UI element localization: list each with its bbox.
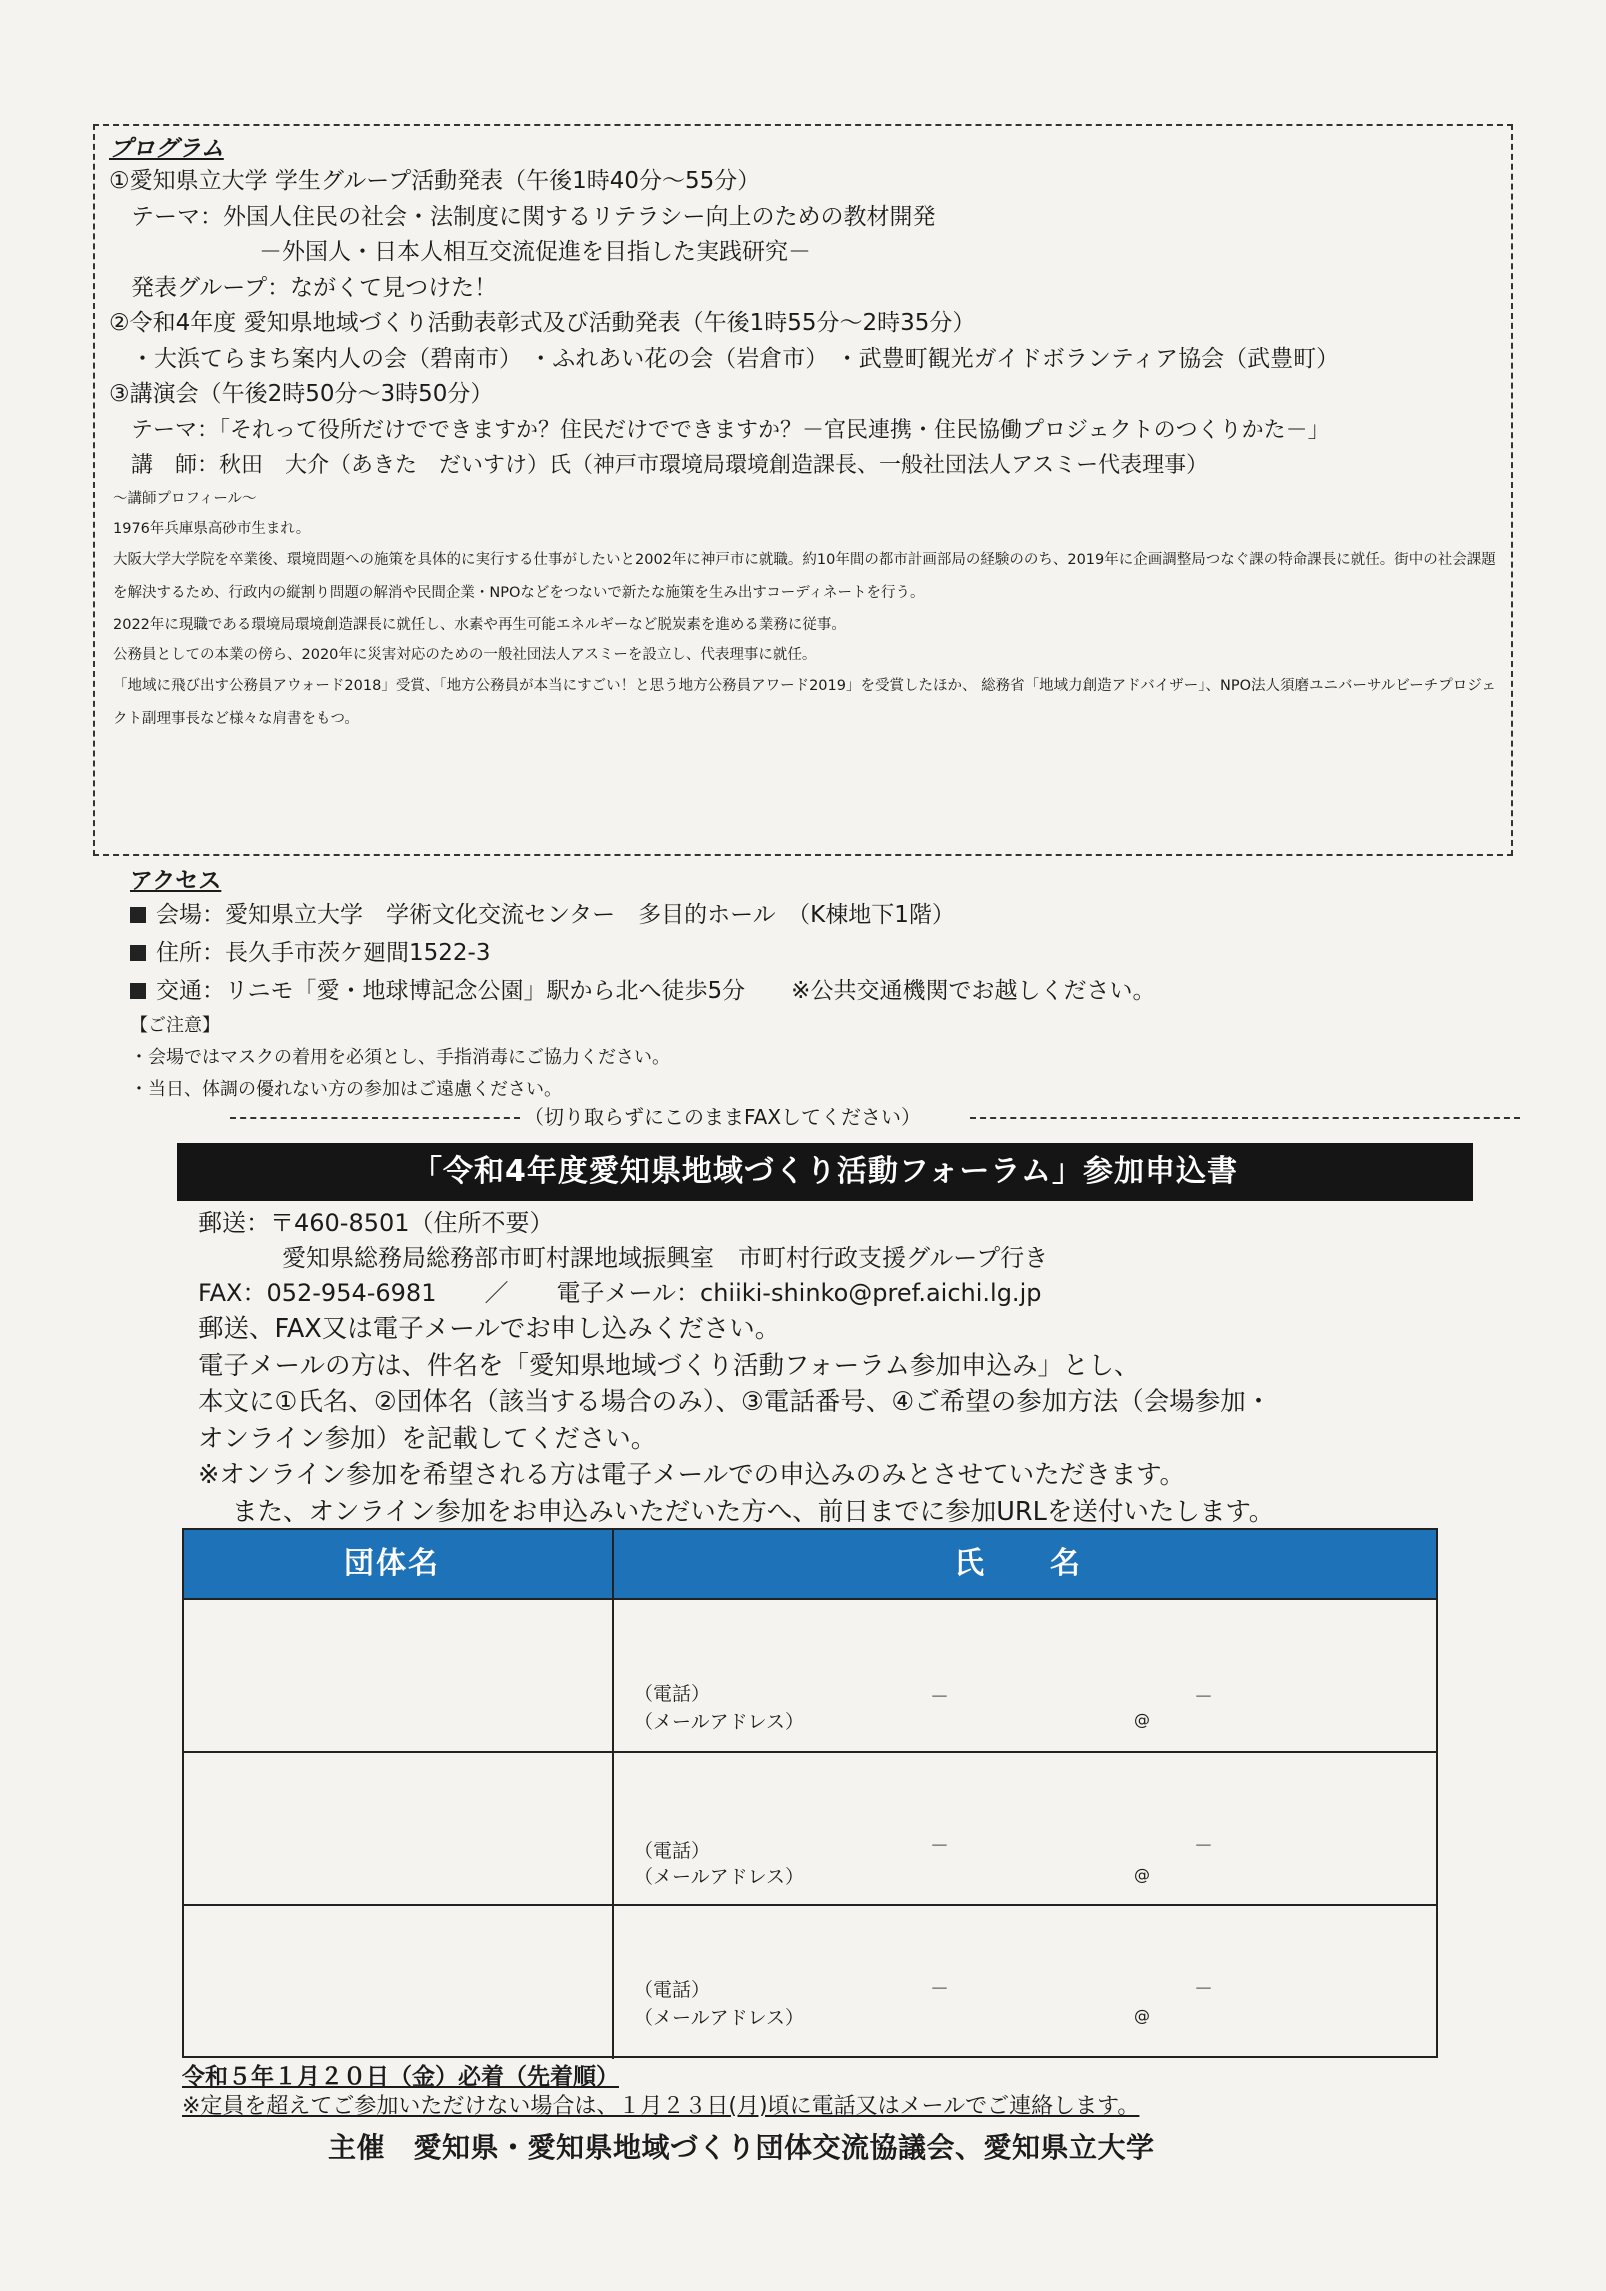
cut-line	[230, 1104, 1520, 1132]
cut-instruction: （切り取らずにこのままFAXしてください）	[520, 1104, 925, 1130]
access-address	[130, 934, 1430, 972]
access-address-text: 住所：長久手市茨ケ廻間1522-3	[156, 940, 491, 966]
at-sign: @	[1134, 1865, 1150, 1884]
program-item-3-theme: テーマ：「それって役所だけでできますか？住民だけでできますか？－官民連携・住民協働プロジェクトのつくりかた－」	[131, 417, 1330, 443]
instruction-2: 電子メールの方は、件名を「愛知県地域づくり活動フォーラム参加申込み」とし、	[198, 1350, 1140, 1381]
note-1: ・会場ではマスクの着用を必須とし、手指消毒にご協力ください。	[130, 1047, 670, 1068]
profile-line-4: 公務員としての本業の傍ら、2020年に災害対応のための一般社団法人アスミーを設立し、代表理事に就任。	[113, 646, 817, 663]
at-sign: @	[1134, 1710, 1150, 1729]
access-title: アクセス	[130, 868, 222, 894]
profile-line-1: 1976年兵庫県高砂市生まれ。	[113, 520, 311, 537]
note-2: ・当日、体調の優れない方の参加はご遠慮ください。	[130, 1079, 562, 1100]
instruction-6: また、オンライン参加をお申込みいただいた方へ、前日までに参加URLを送付いたします。	[232, 1496, 1275, 1527]
program-item-1-subtheme: －外国人・日本人相互交流促進を目指した実践研究－	[259, 239, 811, 265]
instruction-3: 本文に①氏名、②団体名（該当する場合のみ）、③電話番号、④ご希望の参加方法（会場参加・	[198, 1387, 1272, 1417]
phone-label: （電話）	[634, 1979, 711, 2001]
phone-dash: －	[1194, 1978, 1214, 2000]
access-transport	[130, 972, 1430, 1010]
cut-dash-left	[230, 1117, 520, 1119]
access-section	[130, 866, 1430, 1106]
registration-table	[182, 1528, 1438, 2058]
form-title: 「令和4年度愛知県地域づくり活動フォーラム」参加申込書	[177, 1143, 1473, 1201]
header-person-name: 氏 名	[954, 1546, 1082, 1581]
access-venue	[130, 896, 1430, 934]
program-item-1-theme: テーマ：外国人住民の社会・法制度に関するリテラシー向上のための教材開発	[131, 203, 936, 230]
group-name-cell[interactable]	[184, 1753, 614, 1904]
email-label: （メールアドレス）	[634, 1711, 805, 1733]
phone-dash: －	[1194, 1835, 1214, 1857]
deadline-date: 令和５年１月２０日（金）必着（先着順）	[182, 2064, 619, 2090]
bullet-square-icon	[130, 945, 146, 961]
instruction-4: オンライン参加）を記載してください。	[198, 1423, 657, 1454]
mail-info	[198, 1206, 1398, 1530]
profile-line-5: 「地域に飛び出す公務員アウォード2018」受賞、「地方公務員が本当にすごい！と思う地方公務員アワード2019」を受賞したほか、 総務省「地域力創造アドバイザー」、NPO法人須磨ユニバーサルビーチプロジェクト副理事長など様々な肩書をもつ。	[113, 677, 1496, 727]
profile-line-2: 大阪大学大学院を卒業後、環境問題への施策を具体的に実行する仕事がしたいと2002年に神戸市に就職。約10年間の都市計画部局の経験ののち、2019年に企画調整局つなぐ課の特命課長に就任。街中の社会課題を解決するため、行政内の縦割り問題の解消や民間企業・NPOなどをつないで新たな施策を生み出すコーディネートを行う。	[113, 551, 1496, 601]
organizer: 主催 愛知県・愛知県地域づくり団体交流協議会、愛知県立大学	[328, 2131, 1155, 2164]
phone-dash: －	[1194, 1686, 1214, 1708]
notes-title: 【ご注意】	[130, 1015, 220, 1036]
access-transport-text: 交通：リニモ「愛・地球博記念公園」駅から北へ徒歩5分 ※公共交通機関でお越しください。	[156, 978, 1156, 1004]
email-label: （メールアドレス）	[634, 1866, 805, 1888]
table-row	[184, 1906, 1436, 2059]
post-destination: 愛知県総務局総務部市町村課地域振興室 市町村行政支援グループ行き	[282, 1244, 1049, 1272]
phone-dash: －	[930, 1686, 950, 1708]
profile-line-3: 2022年に現職である環境局環境創造課長に就任し、水素や再生可能エネルギーなど脱炭素を進める業務に従事。	[113, 616, 846, 633]
phone-dash: －	[930, 1978, 950, 2000]
header-group-name: 団体名	[344, 1546, 440, 1581]
table-row	[184, 1600, 1436, 1753]
program-item-1-group: 発表グループ：ながくて見つけた！	[131, 274, 498, 301]
program-item-1: ①愛知県立大学 学生グループ活動発表（午後1時40分～55分）	[109, 168, 761, 194]
program-box	[93, 124, 1513, 856]
instruction-1: 郵送、FAX又は電子メールでお申し込みください。	[198, 1314, 781, 1344]
at-sign: @	[1134, 2006, 1150, 2025]
phone-label: （電話）	[634, 1683, 711, 1705]
bullet-square-icon	[130, 983, 146, 999]
email-label: （メールアドレス）	[634, 2007, 805, 2029]
table-row	[184, 1753, 1436, 1906]
profile-title: ～講師プロフィール～	[113, 490, 257, 507]
fax-email-line: FAX：052-954-6981 ／ 電子メール：chiiki-shinko@pref.aichi.lg.jp	[198, 1279, 1042, 1307]
program-item-3-lecturer: 講 師：秋田 大介（あきた だいすけ）氏（神戸市環境局環境創造課長、一般社団法人アスミー代表理事）	[131, 453, 1209, 478]
group-name-cell[interactable]	[184, 1906, 614, 2059]
bullet-square-icon	[130, 907, 146, 923]
program-title: プログラム	[109, 136, 224, 162]
deadline-note: ※定員を超えてご参加いただけない場合は、１月２３日(月)頃に電話又はメールでご連絡します。	[182, 2094, 1140, 2119]
program-item-2-groups: ・大浜てらまち案内人の会（碧南市） ・ふれあい花の会（岩倉市） ・武豊町観光ガイドボランティア協会（武豊町）	[131, 345, 1340, 372]
post-line: 郵送：〒460-8501（住所不要）	[198, 1209, 554, 1237]
group-name-cell[interactable]	[184, 1600, 614, 1751]
program-item-3: ③講演会（午後2時50分～3時50分）	[109, 381, 494, 407]
instruction-5: ※オンライン参加を希望される方は電子メールでの申込みのみとさせていただきます。	[198, 1460, 1186, 1490]
cut-dash-right	[970, 1117, 1520, 1119]
program-item-2: ②令和4年度 愛知県地域づくり活動表彰式及び活動発表（午後1時55分～2時35分）	[109, 310, 976, 336]
access-venue-text: 会場：愛知県立大学 学術文化交流センター 多目的ホール （K棟地下1階）	[156, 902, 955, 928]
table-header	[184, 1530, 1436, 1600]
deadline	[182, 2062, 1432, 2122]
phone-label: （電話）	[634, 1840, 711, 1862]
phone-dash: －	[930, 1835, 950, 1857]
